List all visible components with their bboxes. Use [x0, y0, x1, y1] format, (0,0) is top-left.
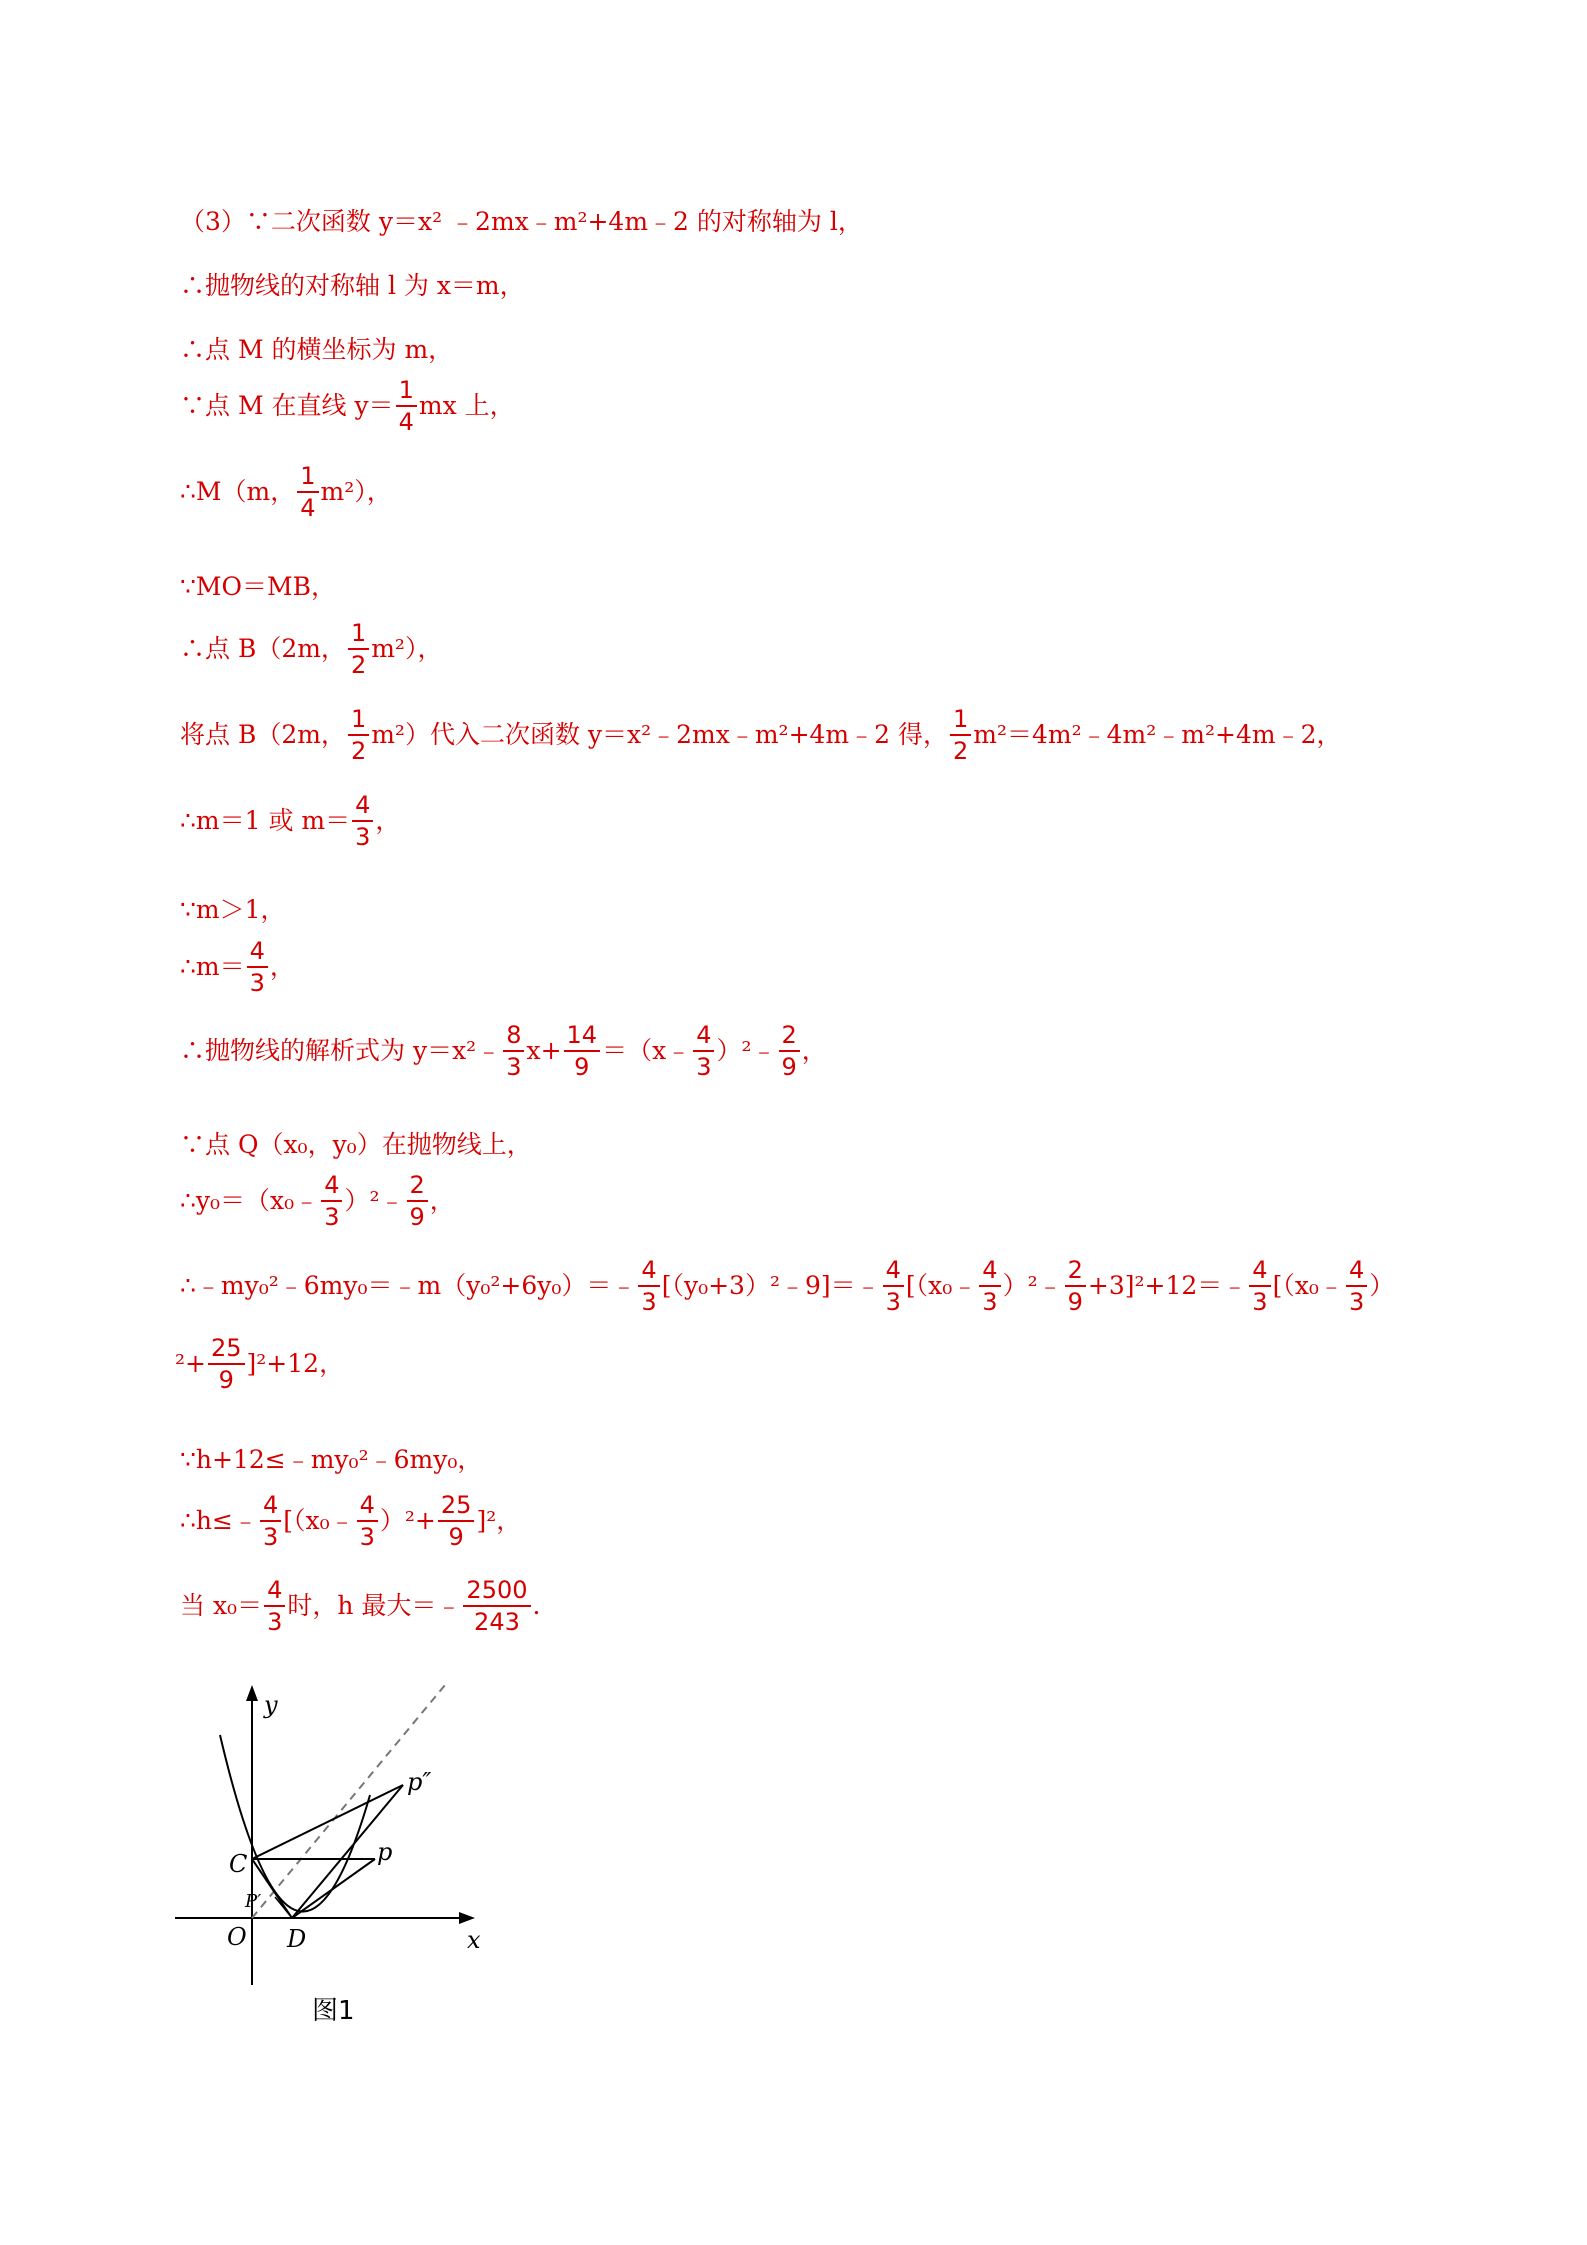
fraction-numerator: 14 [564, 1020, 601, 1052]
fraction [264, 1575, 285, 1637]
text-segment: m²）， [320, 477, 392, 506]
fraction-numerator: 2500 [463, 1575, 530, 1607]
fraction [883, 1255, 904, 1317]
figure-caption: 图1 [312, 1996, 355, 2026]
fraction-denominator: 9 [409, 1203, 425, 1231]
text-segment: ]²+12， [246, 1349, 345, 1378]
text-segment: ∴﹣my₀²﹣6my₀＝﹣m（y₀²+6y₀）＝﹣ [180, 1271, 637, 1300]
x-axis-arrow [459, 1912, 475, 1924]
fraction [503, 1020, 524, 1082]
fraction-numerator: 4 [1346, 1255, 1367, 1287]
solution-line [180, 1490, 521, 1552]
text-segment: m²）代入二次函数 y＝x²﹣2mx﹣m²+4m﹣2 得， [371, 720, 948, 749]
solution-line [180, 333, 453, 365]
text-segment: ， [429, 1186, 455, 1215]
fraction [693, 1020, 714, 1082]
solution-line [180, 1443, 482, 1475]
fraction-numerator: 1 [950, 704, 971, 736]
text-segment: +3]²+12＝﹣ [1087, 1271, 1248, 1300]
fraction [950, 704, 971, 766]
fraction [260, 1490, 281, 1552]
solution-line [180, 704, 1341, 766]
label-p: p [377, 1838, 393, 1866]
fraction-denominator: 2 [350, 651, 367, 679]
fraction-numerator: 4 [693, 1020, 714, 1052]
text-segment: ∵点 Q（x₀，y₀）在抛物线上， [180, 1129, 532, 1159]
fraction-denominator: 4 [398, 408, 414, 436]
solution-line [180, 1170, 455, 1232]
fraction [297, 461, 318, 523]
fraction-numerator: 4 [260, 1490, 281, 1522]
text-segment: 时，h 最大＝﹣ [287, 1591, 462, 1620]
text-segment: [（x₀﹣ [283, 1506, 355, 1535]
text-segment: 将点 B（2m， [180, 720, 346, 749]
label-o: O [227, 1923, 247, 1951]
label-c: C [229, 1850, 248, 1878]
text-segment: ∵m＞1， [180, 894, 286, 924]
text-segment: 当 x₀＝ [180, 1591, 263, 1620]
fraction-denominator: 9 [574, 1053, 590, 1081]
text-segment: ）²﹣ [344, 1186, 405, 1215]
fraction-numerator: 4 [264, 1575, 285, 1607]
fraction-numerator: 1 [348, 618, 369, 650]
fraction [638, 1255, 659, 1317]
fraction-denominator: 3 [324, 1203, 340, 1231]
text-segment: ]²， [476, 1506, 522, 1535]
label-d: D [287, 1925, 307, 1953]
solution-line [180, 1255, 1394, 1317]
parabola-diagram [175, 1685, 485, 2015]
fraction-denominator: 3 [506, 1053, 522, 1081]
text-segment: ， [801, 1036, 827, 1065]
fraction-denominator: 3 [885, 1288, 901, 1316]
fraction [247, 936, 268, 998]
fraction-numerator: 4 [979, 1255, 1000, 1287]
solution-line [180, 269, 525, 301]
text-segment: ＝（x﹣ [602, 1036, 692, 1065]
text-segment: ）²﹣ [716, 1036, 777, 1065]
fraction-denominator: 2 [953, 737, 969, 765]
fraction [407, 1170, 428, 1232]
fraction-numerator: 25 [438, 1490, 475, 1522]
fraction-denominator: 3 [1252, 1288, 1268, 1316]
parabola [220, 1735, 370, 1912]
label-y: y [264, 1691, 278, 1719]
fraction [1249, 1255, 1270, 1317]
text-segment: ， [269, 952, 295, 981]
solution-line [180, 1575, 540, 1637]
fraction [779, 1020, 800, 1082]
text-segment: ）²﹣ [1002, 1271, 1063, 1300]
text-segment: ∵MO＝MB， [180, 571, 336, 601]
fraction [564, 1020, 601, 1082]
fraction [396, 375, 417, 437]
text-segment: ∴点 M 的横坐标为 m， [180, 334, 454, 364]
fraction [348, 704, 369, 766]
fraction-numerator: 4 [883, 1255, 904, 1287]
text-segment: ∴m＝ [180, 952, 245, 981]
fraction-denominator: 3 [641, 1288, 657, 1316]
solution-line [180, 570, 336, 602]
text-segment: . [532, 1591, 541, 1620]
label-x: x [467, 1926, 481, 1954]
text-segment: [（x₀﹣ [1272, 1271, 1344, 1300]
solution-line [180, 618, 442, 680]
fraction [352, 790, 373, 852]
fraction-denominator: 243 [474, 1608, 520, 1636]
fraction-numerator: 1 [348, 704, 369, 736]
text-segment: ∴h≤﹣ [180, 1506, 258, 1535]
fraction-denominator: 3 [267, 1608, 283, 1636]
text-segment: ， [375, 806, 401, 835]
fraction-numerator: 2 [1065, 1255, 1086, 1287]
fraction [357, 1490, 378, 1552]
fraction-numerator: 1 [396, 375, 417, 407]
fraction [321, 1170, 342, 1232]
fraction-denominator: 9 [1067, 1288, 1083, 1316]
solution-line [180, 936, 295, 998]
fraction-numerator: 8 [503, 1020, 524, 1052]
fraction [1346, 1255, 1367, 1317]
fraction-numerator: 4 [1249, 1255, 1270, 1287]
fraction-numerator: 4 [321, 1170, 342, 1202]
fraction [208, 1333, 245, 1395]
fraction-numerator: 25 [208, 1333, 245, 1365]
fraction-denominator: 3 [359, 1523, 375, 1551]
fraction-denominator: 3 [249, 969, 265, 997]
text-segment: ∴m＝1 或 m＝ [180, 806, 351, 835]
label-p2: p″ [407, 1768, 432, 1796]
solution-line [180, 893, 286, 925]
figure-1 [175, 1685, 485, 2015]
text-segment: ²+ [175, 1349, 206, 1378]
fraction-denominator: 9 [218, 1366, 234, 1394]
fraction-numerator: 2 [407, 1170, 428, 1202]
text-segment: [（x₀﹣ [905, 1271, 978, 1300]
fraction-numerator: 1 [297, 461, 318, 493]
text-segment: （3）∵二次函数 y＝x² ﹣2mx﹣m²+4m﹣2 的对称轴为 l， [180, 206, 863, 236]
text-segment: m²）， [371, 634, 443, 663]
solution-line [180, 790, 400, 852]
solution-line [175, 1333, 344, 1395]
text-segment: ∵点 M 在直线 y＝ [180, 391, 394, 420]
text-segment: [（y₀+3）²﹣9]＝﹣ [661, 1271, 881, 1300]
text-segment: ∴M（m， [180, 477, 296, 506]
solution-line [180, 1128, 532, 1160]
text-segment: ∴y₀＝（x₀﹣ [180, 1186, 320, 1215]
fraction-numerator: 4 [247, 936, 268, 968]
solution-line [180, 205, 863, 237]
y-axis-arrow [246, 1685, 258, 1701]
text-segment: ∴点 B（2m， [180, 634, 346, 663]
text-segment: mx 上， [418, 391, 515, 420]
fraction-numerator: 2 [779, 1020, 800, 1052]
label-p1: P′ [245, 1891, 262, 1912]
dashed-line [252, 1685, 445, 1918]
fraction-denominator: 3 [1348, 1288, 1365, 1316]
text-segment: x+ [526, 1036, 562, 1065]
solution-line [180, 1020, 827, 1082]
fraction-numerator: 4 [638, 1255, 659, 1287]
text-segment: ）²+ [379, 1506, 436, 1535]
fraction-numerator: 4 [357, 1490, 378, 1522]
fraction-denominator: 9 [448, 1523, 464, 1551]
text-segment: ∴抛物线的解析式为 y＝x²﹣ [180, 1036, 502, 1065]
fraction [1065, 1255, 1086, 1317]
fraction-denominator: 4 [300, 494, 316, 522]
solution-line [180, 375, 515, 437]
text-segment: ∵h+12≤﹣my₀²﹣6my₀， [180, 1444, 483, 1474]
fraction-numerator: 4 [352, 790, 373, 822]
solution-line [180, 461, 392, 523]
text-segment: ∴抛物线的对称轴 l 为 x＝m， [180, 270, 525, 300]
fraction-denominator: 3 [355, 823, 371, 851]
fraction [979, 1255, 1000, 1317]
fraction-denominator: 3 [262, 1523, 279, 1551]
fraction-denominator: 2 [350, 737, 367, 765]
text-segment: m²＝4m²﹣4m²﹣m²+4m﹣2， [973, 720, 1342, 749]
fraction-denominator: 3 [696, 1053, 712, 1081]
text-segment: ） [1369, 1271, 1395, 1300]
fraction-denominator: 9 [781, 1053, 797, 1081]
fraction [463, 1575, 530, 1637]
fraction [438, 1490, 475, 1552]
fraction [348, 618, 369, 680]
fraction-denominator: 3 [982, 1288, 998, 1316]
